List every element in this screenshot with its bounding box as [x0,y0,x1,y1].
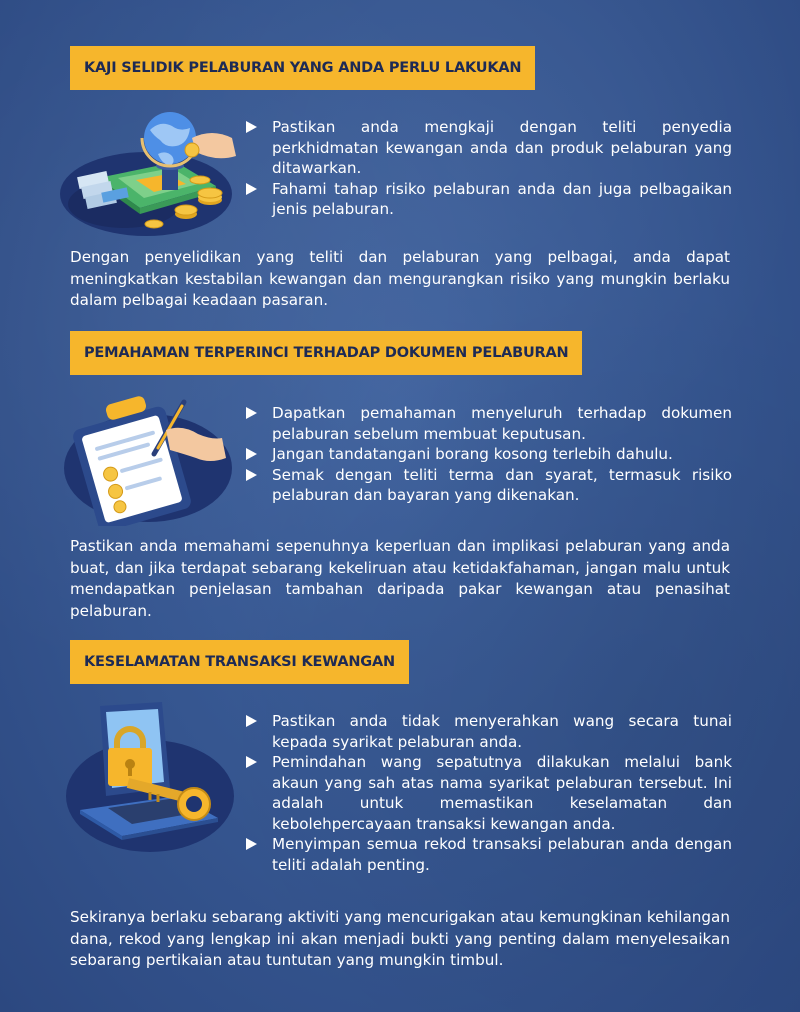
list-item: Dapatkan pemahaman menyeluruh terhadap dokumen pelaburan sebelum membuat keputusan. [246,403,732,444]
bullet-list-documents [246,403,732,506]
list-item: Fahami tahap risiko pelaburan anda dan juga pelbagaikan jenis pelaburan. [246,179,732,220]
list-item: Pastikan anda mengkaji dengan teliti penyedia perkhidmatan kewangan anda dan produk pelaburan yang ditawarkan. [246,117,732,179]
section-title-research: KAJI SELIDIK PELABURAN YANG ANDA PERLU LAKUKAN [70,46,535,90]
list-item: Jangan tandatangani borang kosong terlebih dahulu. [246,444,732,465]
paragraph-documents: Pastikan anda memahami sepenuhnya keperluan dan implikasi pelaburan yang anda buat, dan jika terdapat sebarang kekeliruan atau ketidakfahaman, jangan malu untuk mendapatkan penjelasan tambahan daripada pakar kewangan atau penasihat pelaburan. [70,537,730,620]
list-item: Semak dengan teliti terma dan syarat, termasuk risiko pelaburan dan bayaran yang dikenakan. [246,465,732,506]
globe-money-icon [58,104,236,240]
clipboard-pen-icon [58,390,236,526]
section-title-documents: PEMAHAMAN TERPERINCI TERHADAP DOKUMEN PELABURAN [70,331,582,375]
list-item: Pastikan anda tidak menyerahkan wang secara tunai kepada syarikat pelaburan anda. [246,711,732,752]
list-item: Menyimpan semua rekod transaksi pelaburan anda dengan teliti adalah penting. [246,834,732,875]
laptop-lock-icon [58,700,236,856]
paragraph-security: Sekiranya berlaku sebarang aktiviti yang mencurigakan atau kemungkinan kehilangan dana, rekod yang lengkap ini akan menjadi bukti yang penting dalam menyelesaikan sebarang pertikaian atau tuntutan yang mungkin timbul. [70,908,730,969]
paragraph-research: Dengan penyelidikan yang teliti dan pelaburan yang pelbagai, anda dapat meningkatkan kestabilan kewangan dan mengurangkan risiko yang mungkin berlaku dalam pelbagai keadaan pasaran. [70,248,730,309]
section-title-security: KESELAMATAN TRANSAKSI KEWANGAN [70,640,409,684]
bullet-list-security [246,711,732,875]
list-item: Pemindahan wang sepatutnya dilakukan melalui bank akaun yang sah atas nama syarikat pelaburan tersebut. Ini adalah untuk memastikan keselamatan dan kebolehpercayaan transaksi kewangan anda. [246,752,732,834]
bullet-list-research [246,117,732,220]
